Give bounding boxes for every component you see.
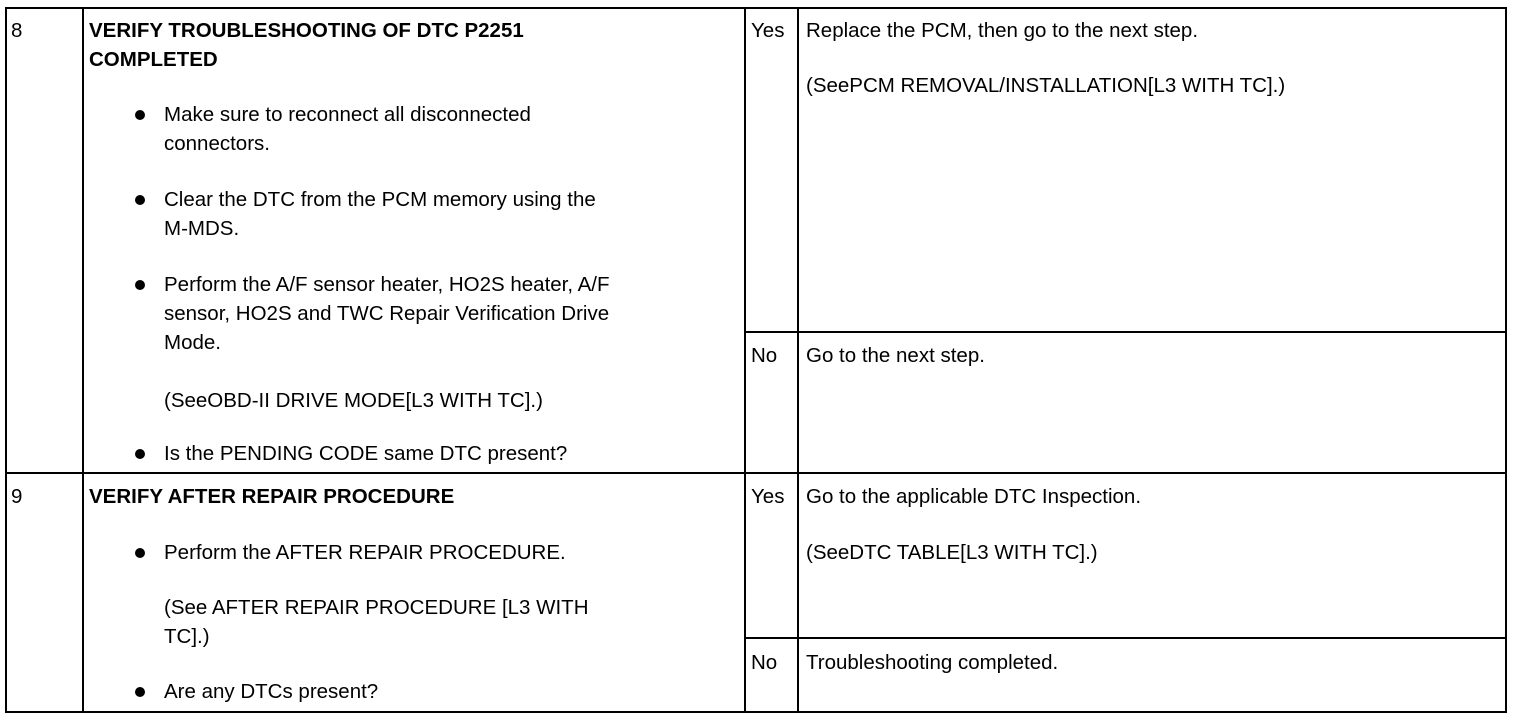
yes-action: Go to the applicable DTC Inspection. <box>806 485 1142 508</box>
list-item-text: Make sure to reconnect all disconnected connectors. <box>164 103 531 155</box>
yes-label: Yes <box>751 19 785 42</box>
list-item-text: Clear the DTC from the PCM memory using the M-MDS. <box>164 188 596 240</box>
yes-label: Yes <box>751 485 785 508</box>
list-item-text: Are any DTCs present? <box>164 680 379 703</box>
reference-note: (SeeOBD-II DRIVE MODE[L3 WITH TC].) <box>164 389 543 412</box>
column-divider <box>744 7 746 713</box>
yes-reference: (SeeDTC TABLE[L3 WITH TC].) <box>806 541 1098 564</box>
no-action: Go to the next step. <box>806 344 985 367</box>
bullet-icon <box>135 195 145 205</box>
reference-note: (See AFTER REPAIR PROCEDURE [L3 WITH TC].) <box>164 596 589 648</box>
yes-action: Replace the PCM, then go to the next step. <box>806 19 1199 42</box>
column-divider <box>82 7 84 713</box>
column-divider <box>797 7 799 713</box>
step-number: 9 <box>11 485 23 508</box>
bullet-icon <box>135 110 145 120</box>
bullet-icon <box>135 280 145 290</box>
row-divider <box>744 331 1507 333</box>
step-number: 8 <box>11 19 23 42</box>
bullet-icon <box>135 449 145 459</box>
list-item-text: Perform the AFTER REPAIR PROCEDURE. <box>164 541 566 564</box>
row-divider <box>744 637 1507 639</box>
step-title: VERIFY AFTER REPAIR PROCEDURE <box>89 485 455 508</box>
step-title: VERIFY TROUBLESHOOTING OF DTC P2251 COMPLETED <box>89 19 524 71</box>
no-action: Troubleshooting completed. <box>806 651 1059 674</box>
bullet-icon <box>135 548 145 558</box>
list-item-text: Perform the A/F sensor heater, HO2S heater, A/F sensor, HO2S and TWC Repair Verification Drive Mode. <box>164 273 610 354</box>
no-label: No <box>751 651 778 674</box>
no-label: No <box>751 344 778 367</box>
row-divider <box>5 472 1507 474</box>
yes-reference: (SeePCM REMOVAL/INSTALLATION[L3 WITH TC].) <box>806 74 1286 97</box>
bullet-icon <box>135 687 145 697</box>
list-item-text: Is the PENDING CODE same DTC present? <box>164 442 568 465</box>
